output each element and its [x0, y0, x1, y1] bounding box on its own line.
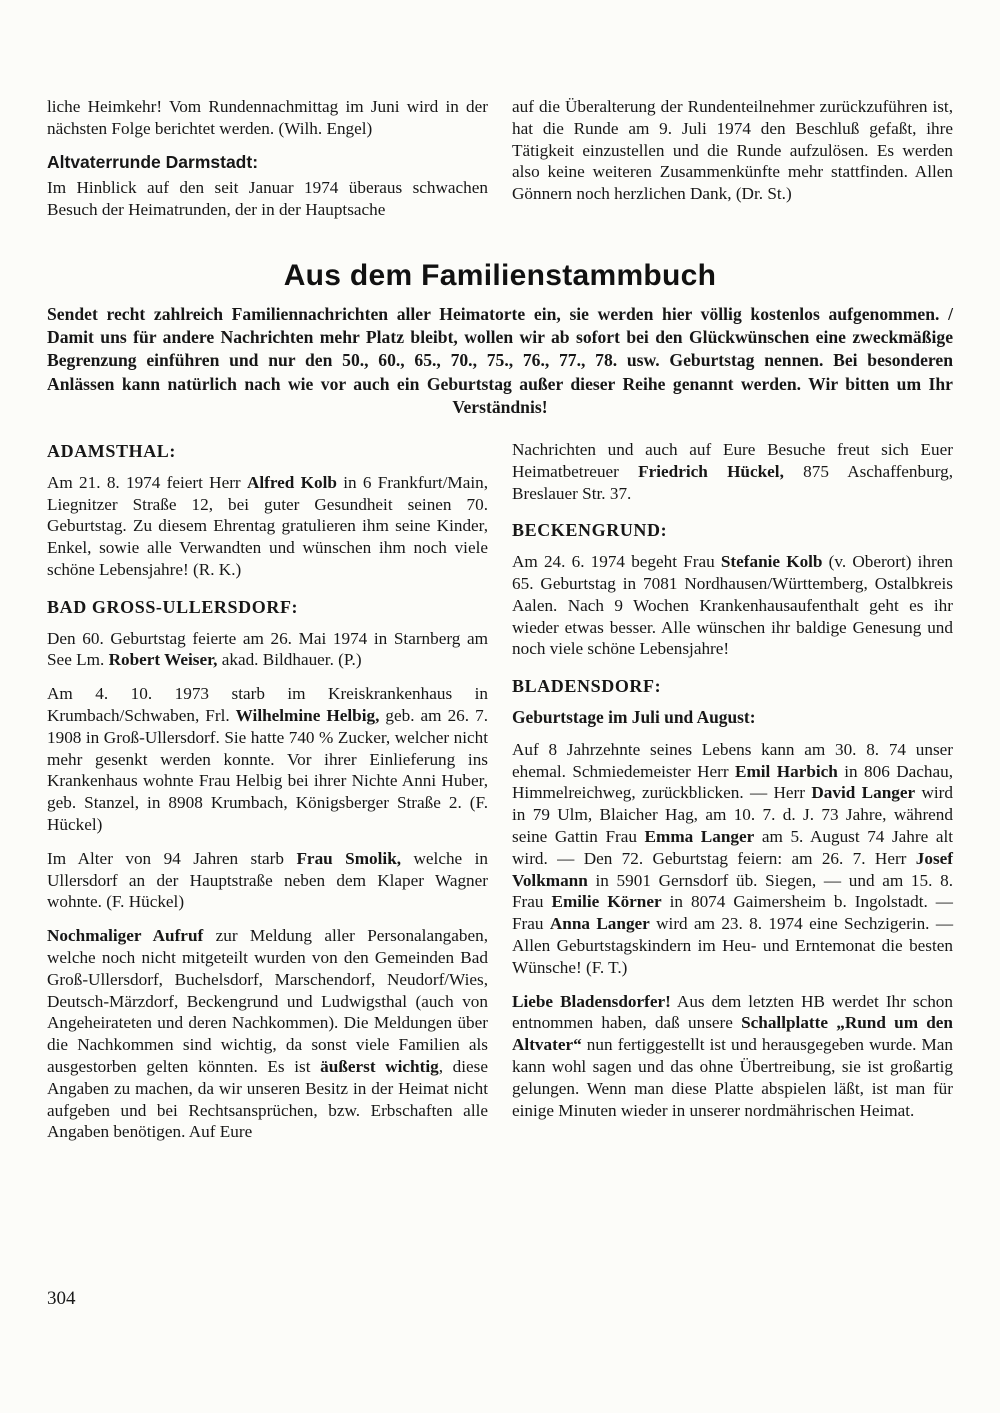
page-content [47, 96, 953, 1155]
intro-paragraph: Sendet recht zahlreich Familiennachrichten aller Heimatorte ein, sie werden hier völlig kostenlos aufgenommen. / Damit uns für andere Nachrichten mehr Platz bleibt, wollen wir ab sofort bei den Glückwünschen eine zweckmäßige Begrenzung einführen und nur den 50., 60., 65., 70., 75., 76., 77., 78. usw. Geburtstag nennen. Bei besonderen Anlässen kann natürlich nach wie vor auch ein Geburtstag außer dieser Reihe genannt werden. Wir bitten um Ihr Verständnis! [47, 303, 953, 417]
paragraph: auf die Überalterung der Rundenteilnehmer zurückzuführen ist, hat die Runde am 9. Juli 1974 den Beschluß gefaßt, ihre Tätigkeit einzustellen und die Runde aufzulösen. Es werden also keine weiteren Zusammenkünfte mehr stattfinden. Allen Gönnern noch herzlichen Dank, (Dr. St.) [512, 97, 953, 204]
top-right-column [512, 96, 953, 233]
top-continuation-row [47, 96, 953, 233]
page-title: Aus dem Familienstammbuch [283, 258, 717, 292]
sub-heading: Geburtstage im Juli und August: [512, 706, 756, 727]
paragraph: Am 24. 6. 1974 begeht Frau Stefanie Kolb (v. Oberort) ihren 65. Geburtstag in 7081 Nordhausen/Württemberg, Ostalbkreis Aalen. Nach 9 Wochen Krankenhausaufenthalt geht es ihr wieder etwas besser. Alle wünschen ihr baldige Genesung und noch viele schöne Lebensjahre! [512, 552, 953, 659]
paragraph: Am 21. 8. 1974 feiert Herr Alfred Kolb in 6 Frankfurt/Main, Liegnitzer Straße 12, bei guter Gesundheit seinen 70. Geburtstag. Zu diesem Ehrentag gratulieren ihm seine Kinder, Enkel, sowie alle Verwandten und wünschen ihm noch viele schöne Lebensjahre! (R. K.) [47, 472, 488, 579]
left-column [47, 439, 488, 1155]
paragraph: Im Alter von 94 Jahren starb Frau Smolik, welche in Ullersdorf an der Hauptstraße neben dem Klaper Wagner wohnte. (F. Hückel) [47, 848, 489, 912]
paragraph: Nochmaliger Aufruf zur Meldung aller Personalangaben, welche noch nicht mitgeteilt wurden von den Gemeinden Bad Groß-Ullersdorf, Buchelsdorf, Marschendorf, Neudorf/Wies, Deutsch-Märzdorf, Beckengrund und Ludwigsthal (auch von Angeheirateten und deren Nachkommen). Die Meldungen über die Nachkommen sind wichtig, da sonst viele Familien als ausgestorben gelten könnten. Es ist äußerst wichtig, diese Angaben zu machen, da wir unseren Besitz in der Heimat nicht aufgeben und bei Rechtsansprüchen, bzw. Erbschaften alle Angaben benötigen. Auf Eure [47, 926, 488, 1142]
section-heading: BAD GROSS-ULLERSDORF: [47, 596, 299, 617]
paragraph: liche Heimkehr! Vom Rundennachmittag im Juni wird in der nächsten Folge berichtet werden. (Wilh. Engel) [47, 97, 488, 138]
article-columns [47, 439, 953, 1155]
paragraph: Liebe Bladensdorfer! Aus dem letzten HB werdet Ihr schon entnommen haben, daß unsere Schallplatte „Rund um den Altvater“ nun fertiggestellt ist und herausgegeben wurde. Man kann wohl sagen und das ohne Übertreibung, sie ist großartig gelungen. Wenn man diese Platte abspielen läßt, ist man für einige Minuten wieder in unserer nordmährischen Heimat. [512, 991, 953, 1120]
top-left-column [47, 96, 488, 233]
paragraph: Am 4. 10. 1973 starb im Kreiskrankenhaus in Krumbach/Schwaben, Frl. Wilhelmine Helbig, geb. am 26. 7. 1908 in Groß-Ullersdorf. Sie hatte 740 % Zucker, welcher nicht mehr gesenkt werden konnte. Vor ihrer Einlieferung ins Krankenhaus wohnte Frau Helbig bei ihrer Nichte Anni Huber, geb. Stanzel, in 8908 Krumbach, Königsberger Straße 2. (F. Hückel) [47, 684, 488, 834]
right-column [512, 439, 953, 1155]
section-heading: ADAMSTHAL: [47, 441, 177, 461]
section-heading: BECKENGRUND: [512, 520, 668, 541]
paragraph: Im Hinblick auf den seit Januar 1974 überaus schwachen Besuch der Heimatrunden, der in der Hauptsache [47, 178, 488, 220]
paragraph: Nachrichten und auch auf Eure Besuche freut sich Euer Heimatbetreuer Friedrich Hückel, 875 Aschaffenburg, Breslauer Str. 37. [512, 440, 954, 503]
paragraph: Den 60. Geburtstag feierte am 26. Mai 1974 in Starnberg am See Lm. Robert Weiser, akad. Bildhauer. (P.) [47, 628, 488, 670]
sans-heading: Altvaterrunde Darmstadt: [47, 151, 259, 172]
section-heading: BLADENSDORF: [512, 676, 662, 697]
page-number: 304 [47, 1288, 76, 1309]
paragraph: Auf 8 Jahrzehnte seines Lebens kann am 30. 8. 74 unser ehemal. Schmiedemeister Herr Emil Harbich in 806 Dachau, Himmelreichweg, zurückblicken. — Herr David Langer wird in 79 Ulm, Blaicher Hag, am 10. 7. d. J. 73 Jahre, während seine Gattin Frau Emma Langer am 5. August 74 Jahre alt wird. — Den 72. Geburtstag feiern: am 26. 7. Herr Josef Volkmann in 5901 Gernsdorf üb. Siegen, — und am 15. 8. Frau Emilie Körner in 8074 Gaimersheim b. Ingolstadt. — Frau Anna Langer wird am 23. 8. 1974 eine Sechzigerin. — Allen Geburtstagskindern im Heu- und Erntemonat die besten Wünsche! (F. T.) [512, 739, 954, 977]
